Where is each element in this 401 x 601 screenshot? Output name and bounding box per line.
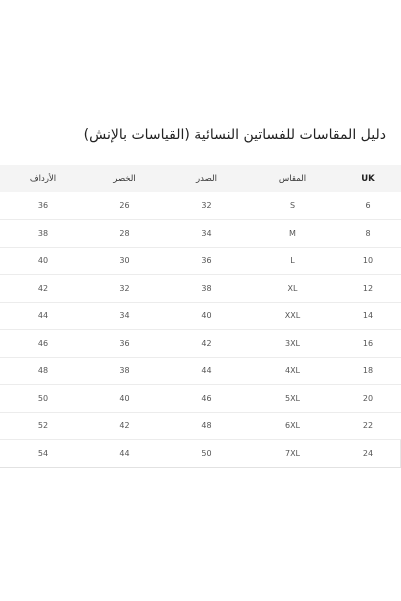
table-row [0,275,401,303]
cell-hips: 36 [37,201,49,210]
cell-hips: 44 [37,311,49,321]
cell-size: 3XL [284,338,301,348]
cell-waist: 32 [119,283,130,293]
cell-hips: 38 [37,228,49,238]
cell-hips: 40 [37,256,49,266]
header-waist: الخصر [113,173,136,184]
cell-waist: 30 [119,256,130,266]
header-uk: UK [361,173,375,184]
cell-uk: 20 [362,393,374,403]
table-row [0,357,401,385]
table-body [0,192,401,467]
cell-waist: 42 [119,421,130,431]
table-row [0,412,401,440]
cell-waist: 26 [119,201,130,210]
table-row [0,330,401,358]
table-row [0,220,401,248]
cell-uk: 10 [362,256,374,266]
cell-waist: 36 [119,338,130,348]
cell-uk: 24 [335,440,401,468]
cell-uk: 14 [362,311,374,321]
cell-uk: 8 [365,228,371,238]
cell-size: M [289,228,296,238]
cell-bust: 44 [201,366,212,376]
cell-bust: 34 [201,228,212,238]
table-header [0,165,401,192]
cell-size: XXL [284,311,301,321]
cell-bust: 42 [201,338,212,348]
cell-bust: 50 [201,448,212,458]
cell-bust: 32 [201,201,212,210]
table-row [0,247,401,275]
header-hips: الأرداف [29,173,57,184]
table-row [0,440,401,468]
cell-waist: 40 [119,393,130,403]
cell-uk: 12 [362,283,374,293]
size-guide-table [0,165,401,468]
header-bust: الصدر [196,173,217,184]
table-row [0,385,401,413]
cell-bust: 36 [201,256,212,266]
cell-waist: 44 [119,448,130,458]
cell-size: 7XL [284,448,301,458]
cell-bust: 48 [201,421,212,431]
cell-uk: 6 [365,201,371,210]
cell-waist: 38 [119,366,130,376]
cell-hips: 42 [37,283,49,293]
page-title: دليل المقاسات للفساتين النسائية (القياسات بالإنش) [83,127,386,143]
cell-size: 6XL [284,421,301,431]
header-size: المقاس [278,173,307,184]
table-row [0,192,401,220]
cell-uk: 22 [362,421,374,431]
cell-bust: 46 [201,393,212,403]
cell-bust: 40 [201,311,212,321]
cell-uk: 16 [362,338,374,348]
cell-hips: 52 [37,421,49,431]
cell-waist: 28 [119,228,130,238]
cell-bust: 38 [201,283,212,293]
cell-uk: 18 [362,366,374,376]
cell-size: L [290,256,295,266]
cell-size: S [289,201,296,210]
cell-waist: 34 [119,311,130,321]
cell-hips: 46 [37,338,49,348]
cell-size: XL [287,283,298,293]
cell-size: 4XL [284,366,301,376]
cell-size: 5XL [284,393,301,403]
cell-hips: 48 [37,366,49,376]
table-row [0,302,401,330]
header-row [0,165,401,192]
cell-hips: 54 [37,448,49,458]
cell-hips: 50 [37,393,49,403]
